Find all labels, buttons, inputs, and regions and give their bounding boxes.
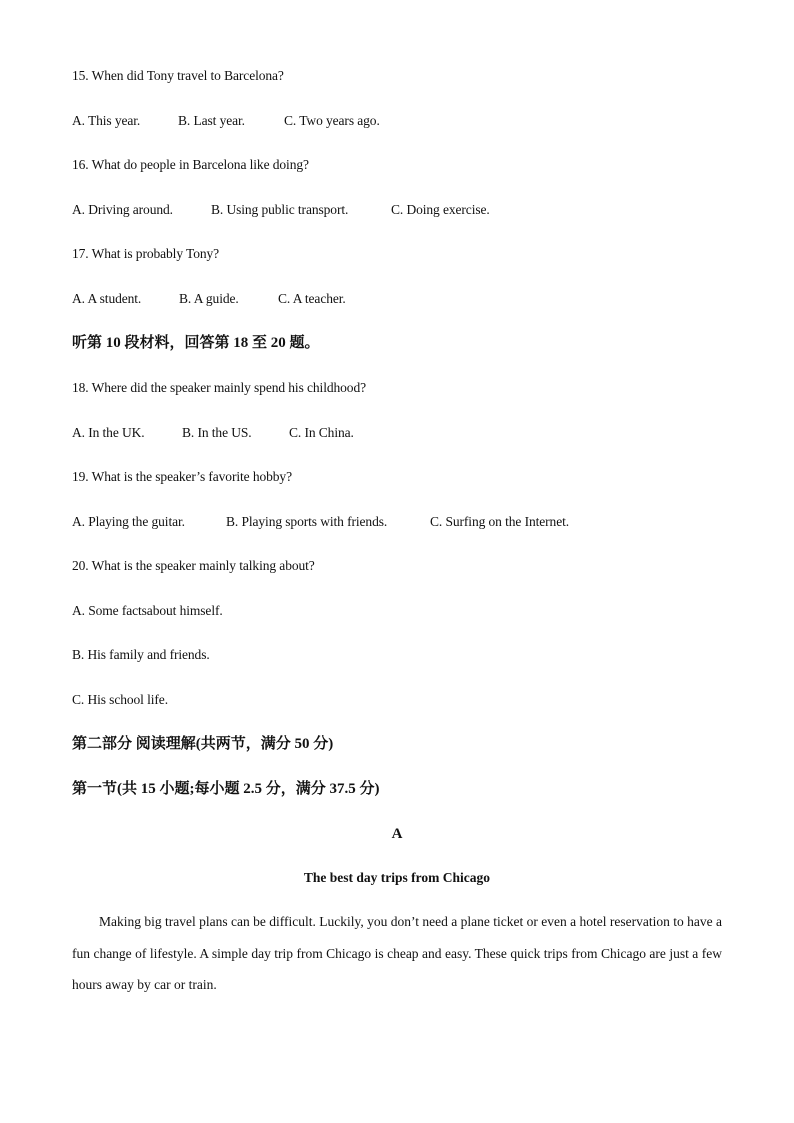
option-b: B. Using public transport. <box>211 202 349 217</box>
option-c: C. Two years ago. <box>284 113 380 128</box>
question-20: 20. What is the speaker mainly talking about? <box>72 558 315 573</box>
option-a: A. This year. <box>72 113 141 128</box>
option-b: B. In the US. <box>182 425 252 440</box>
question-15-options <box>72 112 380 130</box>
listening-instruction: 听第 10 段材料，回答第 18 至 20 题。 <box>72 335 320 351</box>
option-a: A. Playing the guitar. <box>72 514 185 529</box>
option-b: B. Last year. <box>178 113 245 128</box>
option-c: C. Doing exercise. <box>391 202 490 217</box>
option-c: C. In China. <box>289 425 354 440</box>
passage-title: The best day trips from Chicago <box>303 870 491 885</box>
question-19-options <box>72 513 569 531</box>
option-a: A. In the UK. <box>72 425 145 440</box>
question-15: 15. When did Tony travel to Barcelona? <box>72 68 284 83</box>
option-b: B. Playing sports with friends. <box>226 514 388 529</box>
passage-body: Making big travel plans can be difficult. Luckily, you don’t need a plane ticket or even a hotel reservation to have a fun change of lifestyle. A simple day trip from Chicago is cheap and easy. These quick trips from Chicago are just a few hours away by car or train. <box>72 914 722 992</box>
option-c: C. Surfing on the Internet. <box>430 514 570 529</box>
question-20-option-b: B. His family and friends. <box>72 647 210 662</box>
question-20-option-a: A. Some factsabout himself. <box>72 603 223 618</box>
option-b: B. A guide. <box>179 291 239 306</box>
question-18-options <box>72 424 354 442</box>
section1-heading: 第一节(共 15 小题;每小题 2.5 分，满分 37.5 分) <box>72 781 380 797</box>
option-a: A. A student. <box>72 291 142 306</box>
question-18: 18. Where did the speaker mainly spend his childhood? <box>72 380 367 395</box>
passage-letter: A <box>391 826 403 842</box>
question-17-options <box>72 290 346 308</box>
part2-heading: 第二部分 阅读理解(共两节，满分 50 分) <box>72 736 334 752</box>
option-c: C. A teacher. <box>278 291 346 306</box>
option-a: A. Driving around. <box>72 202 173 217</box>
question-16: 16. What do people in Barcelona like doing? <box>72 157 309 172</box>
question-17: 17. What is probably Tony? <box>72 246 220 261</box>
question-16-options <box>72 201 490 219</box>
question-19: 19. What is the speaker’s favorite hobby? <box>72 469 292 484</box>
question-20-option-c: C. His school life. <box>72 692 168 707</box>
